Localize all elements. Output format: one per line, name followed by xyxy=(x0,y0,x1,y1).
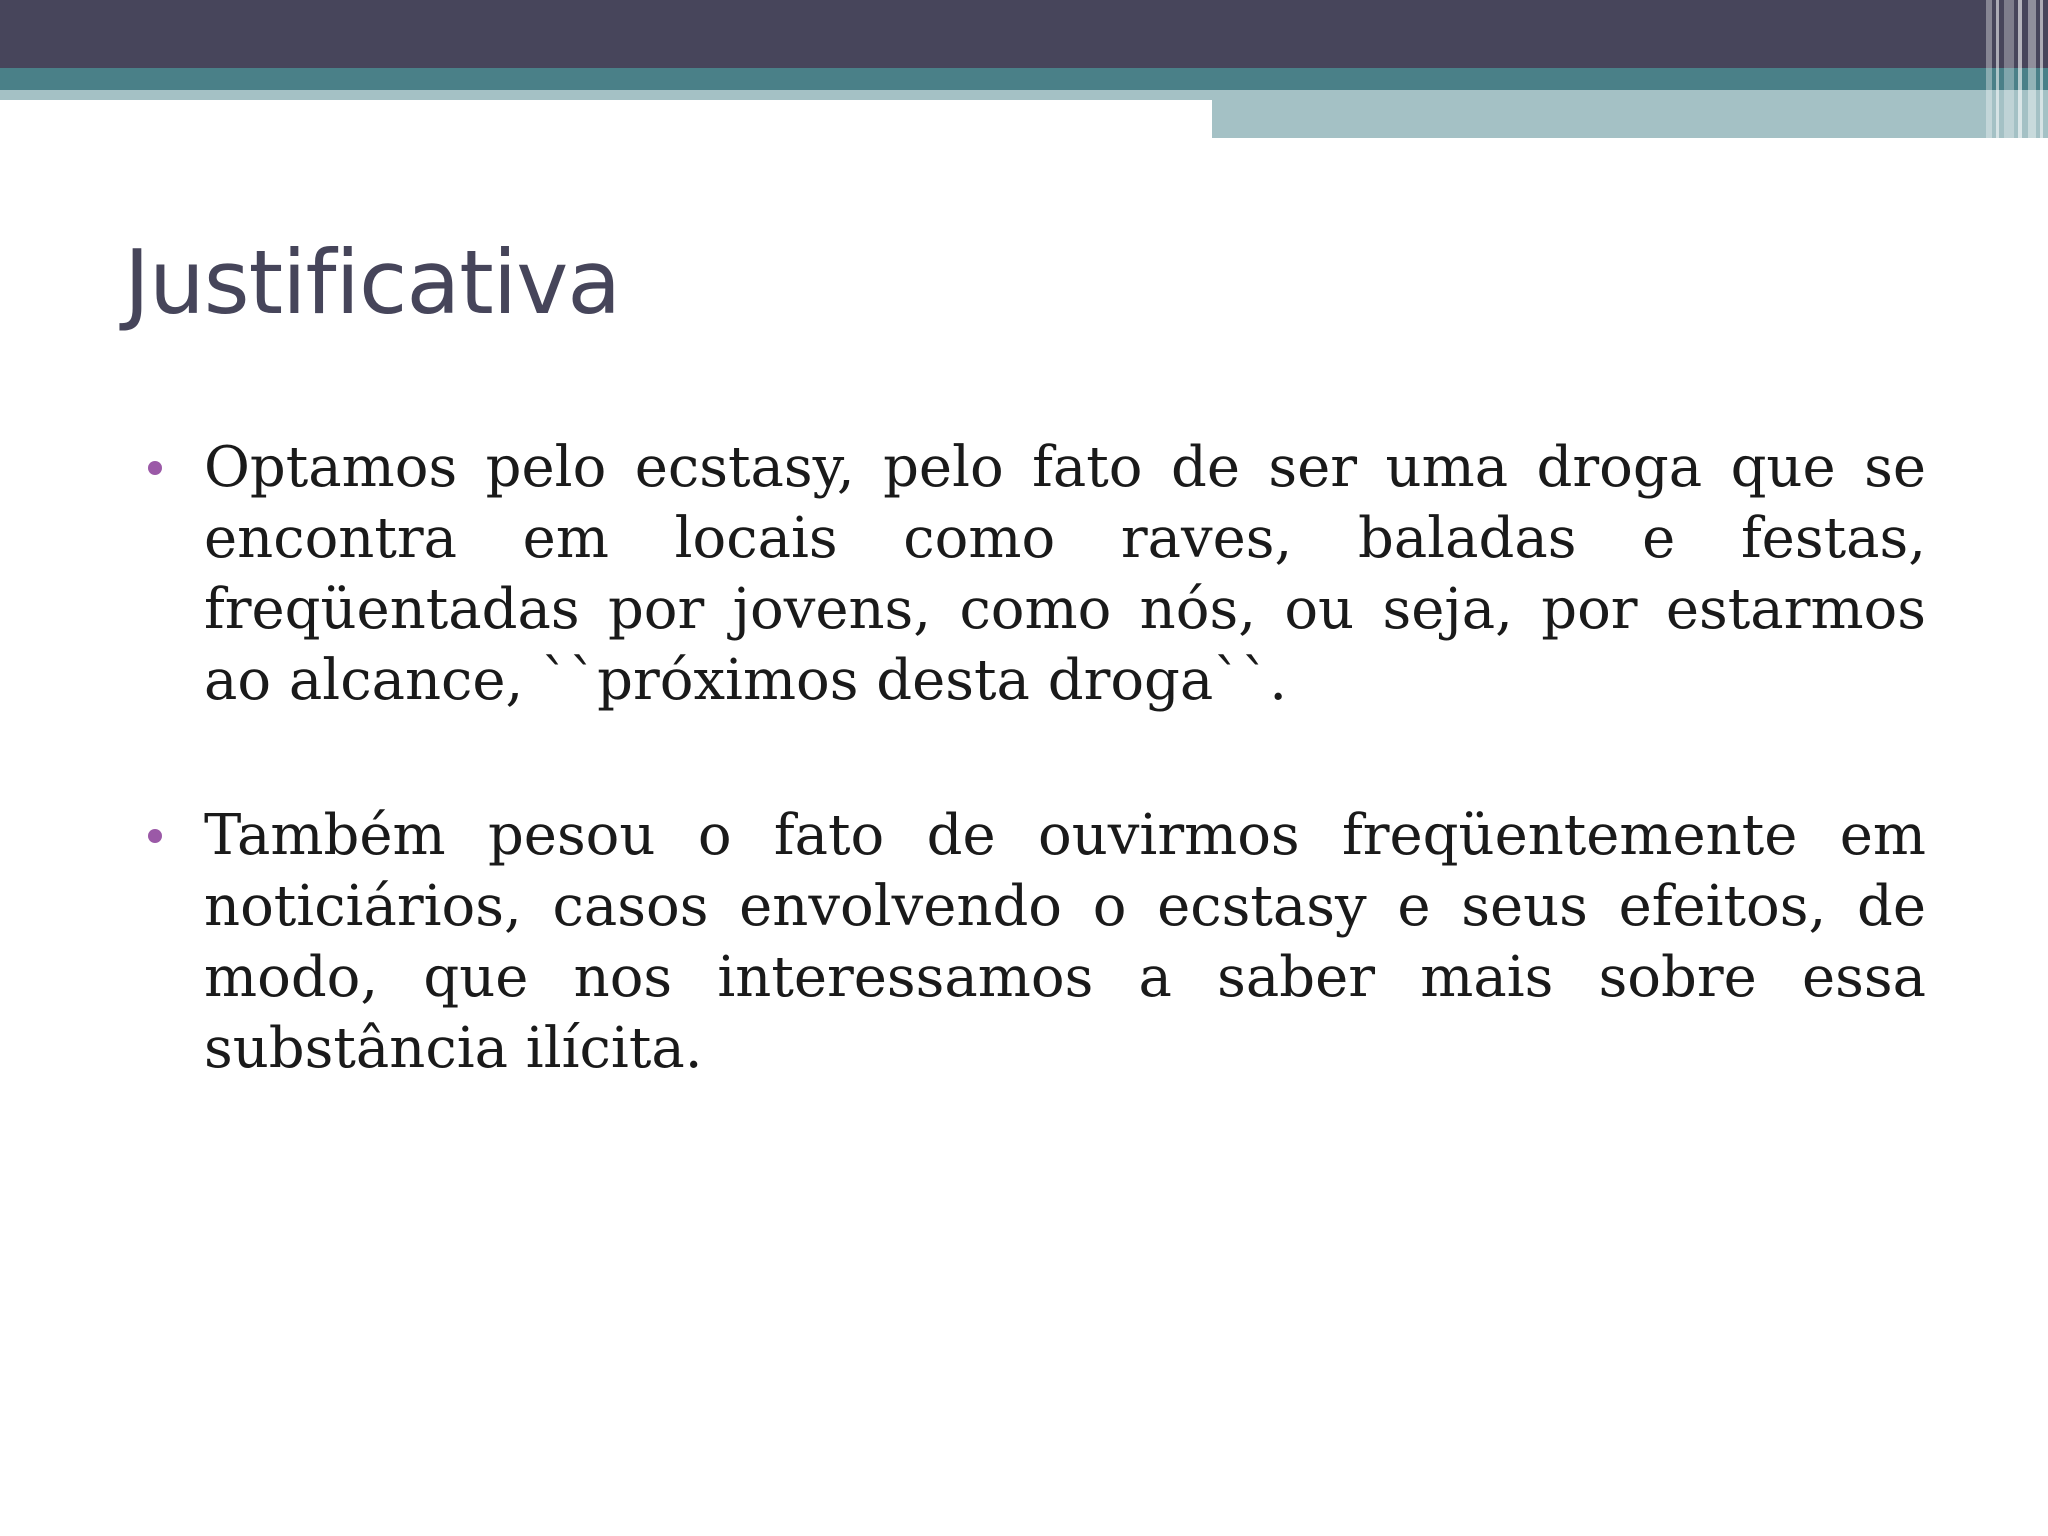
bullet-list xyxy=(148,432,1926,1168)
decorative-stripe xyxy=(1986,0,1992,138)
slide-title: Justificativa xyxy=(124,231,621,334)
decorative-stripe xyxy=(2040,0,2043,138)
bullet-item xyxy=(148,432,1926,716)
header-light-band-left xyxy=(0,90,1212,100)
bullet-icon xyxy=(148,829,162,843)
header-dark-band xyxy=(0,0,2048,68)
bullet-icon xyxy=(148,461,162,475)
decorative-stripe xyxy=(1996,0,1999,138)
decorative-stripe xyxy=(2018,0,2022,138)
header-light-band-right xyxy=(1212,90,2048,138)
header-teal-band xyxy=(0,68,2048,90)
bullet-item xyxy=(148,800,1926,1084)
decorative-stripe xyxy=(2028,0,2036,138)
bullet-text: Optamos pelo ecstasy, pelo fato de ser uma droga que se encontra em locais como raves, baladas e festas, freqüentadas por jovens, como nós, ou seja, por estarmos ao alcance, ``próximos desta droga``. xyxy=(204,435,1926,713)
bullet-text: Também pesou o fato de ouvirmos freqüentemente em noticiários, casos envolvendo o ecstasy e seus efeitos, de modo, que nos interessamos a saber mais sobre essa substância ilícita. xyxy=(204,803,1926,1081)
decorative-stripe xyxy=(2004,0,2014,138)
